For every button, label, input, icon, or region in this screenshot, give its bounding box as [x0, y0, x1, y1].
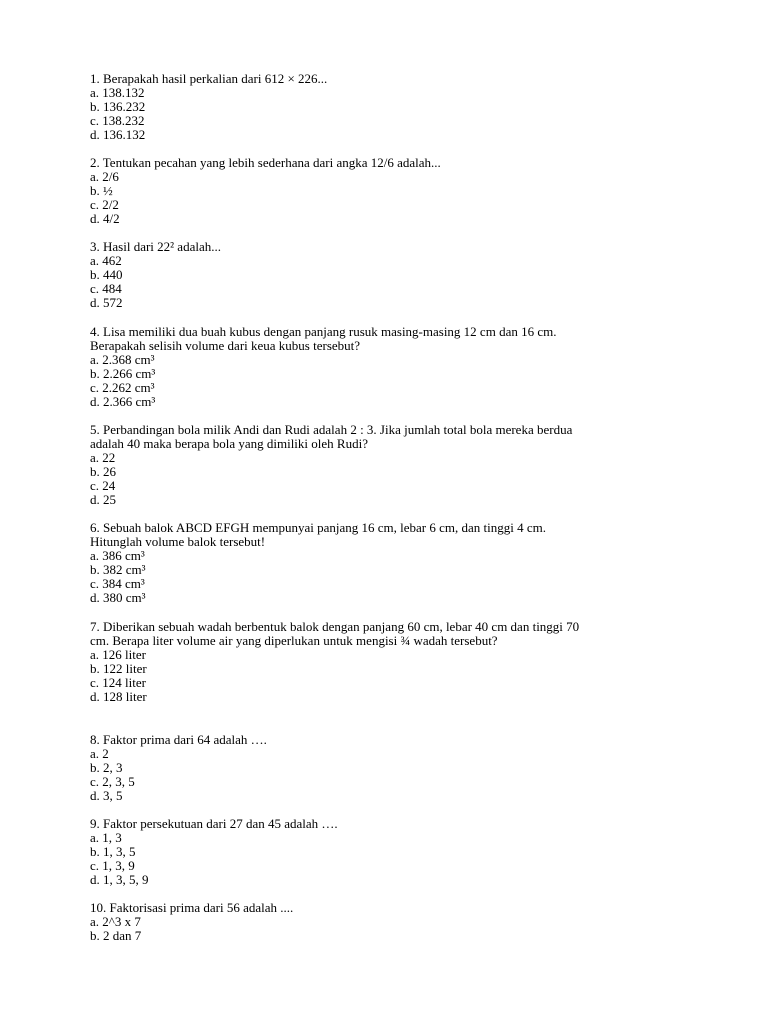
question-9-prompt: 9. Faktor persekutuan dari 27 dan 45 adalah …. — [90, 816, 338, 831]
question-8-option-c: c. 2, 3, 5 — [90, 774, 135, 789]
question-1-option-c: c. 138.232 — [90, 113, 145, 128]
question-5-prompt-line-1: 5. Perbandingan bola milik Andi dan Rudi adalah 2 : 3. Jika jumlah total bola mereka berdua — [90, 422, 573, 437]
question-7-option-c: c. 124 liter — [90, 675, 146, 690]
question-8 — [90, 733, 680, 803]
question-4-option-d: d. 2.366 cm³ — [90, 394, 156, 409]
question-9-option-b: b. 1, 3, 5 — [90, 844, 136, 859]
question-4-option-c: c. 2.262 cm³ — [90, 380, 155, 395]
question-5-option-a: a. 22 — [90, 450, 116, 465]
question-7-option-a: a. 126 liter — [90, 647, 146, 662]
question-5-option-d: d. 25 — [90, 492, 116, 507]
question-8-prompt: 8. Faktor prima dari 64 adalah …. — [90, 732, 267, 747]
question-9-option-c: c. 1, 3, 9 — [90, 858, 135, 873]
question-6-prompt-line-1: 6. Sebuah balok ABCD EFGH mempunyai panjang 16 cm, lebar 6 cm, dan tinggi 4 cm. — [90, 520, 547, 535]
question-8-option-d: d. 3, 5 — [90, 788, 123, 803]
question-4-prompt-line-2: Berapakah selisih volume dari keua kubus tersebut? — [90, 338, 361, 353]
question-10-option-a: a. 2^3 x 7 — [90, 914, 141, 929]
question-2 — [90, 156, 680, 226]
question-10 — [90, 901, 680, 943]
question-10-option-b: b. 2 dan 7 — [90, 928, 142, 943]
question-6-option-c: c. 384 cm³ — [90, 576, 145, 591]
question-5 — [90, 423, 680, 507]
question-1-prompt: 1. Berapakah hasil perkalian dari 612 × 226... — [90, 71, 328, 86]
question-3-option-a: a. 462 — [90, 253, 122, 268]
question-4-option-b: b. 2.266 cm³ — [90, 366, 156, 381]
question-9-option-a: a. 1, 3 — [90, 830, 122, 845]
question-6-option-d: d. 380 cm³ — [90, 590, 146, 605]
question-6-option-b: b. 382 cm³ — [90, 562, 146, 577]
question-6-option-a: a. 386 cm³ — [90, 548, 145, 563]
question-3-option-d: d. 572 — [90, 295, 123, 310]
question-8-option-a: a. 2 — [90, 746, 109, 761]
question-9 — [90, 817, 680, 887]
question-3-prompt: 3. Hasil dari 22² adalah... — [90, 239, 221, 254]
question-2-option-a: a. 2/6 — [90, 169, 119, 184]
question-7-prompt-line-2: cm. Berapa liter volume air yang diperlukan untuk mengisi ¾ wadah tersebut? — [90, 633, 498, 648]
question-4-prompt-line-1: 4. Lisa memiliki dua buah kubus dengan panjang rusuk masing-masing 12 cm dan 16 cm. — [90, 324, 557, 339]
question-6 — [90, 521, 680, 605]
question-2-option-d: d. 4/2 — [90, 211, 120, 226]
question-7-option-d: d. 128 liter — [90, 689, 147, 704]
question-6-prompt-line-2: Hitunglah volume balok tersebut! — [90, 534, 266, 549]
question-2-option-b: b. ½ — [90, 183, 113, 198]
question-3-option-c: c. 484 — [90, 281, 122, 296]
question-9-option-d: d. 1, 3, 5, 9 — [90, 872, 149, 887]
question-1 — [90, 72, 680, 142]
question-5-option-b: b. 26 — [90, 464, 116, 479]
question-2-option-c: c. 2/2 — [90, 197, 119, 212]
question-10-prompt: 10. Faktorisasi prima dari 56 adalah .... — [90, 900, 294, 915]
question-1-option-a: a. 138.132 — [90, 85, 145, 100]
question-3-option-b: b. 440 — [90, 267, 123, 282]
question-7-option-b: b. 122 liter — [90, 661, 147, 676]
question-1-option-d: d. 136.132 — [90, 127, 146, 142]
question-2-prompt: 2. Tentukan pecahan yang lebih sederhana dari angka 12/6 adalah... — [90, 155, 441, 170]
question-1-option-b: b. 136.232 — [90, 99, 146, 114]
question-4-option-a: a. 2.368 cm³ — [90, 352, 155, 367]
question-5-option-c: c. 24 — [90, 478, 116, 493]
question-8-option-b: b. 2, 3 — [90, 760, 123, 775]
question-5-prompt-line-2: adalah 40 maka berapa bola yang dimiliki oleh Rudi? — [90, 436, 368, 451]
question-7 — [90, 620, 680, 704]
question-7-prompt-line-1: 7. Diberikan sebuah wadah berbentuk balok dengan panjang 60 cm, lebar 40 cm dan tinggi 70 — [90, 619, 580, 634]
question-4 — [90, 325, 680, 409]
question-3 — [90, 240, 680, 310]
